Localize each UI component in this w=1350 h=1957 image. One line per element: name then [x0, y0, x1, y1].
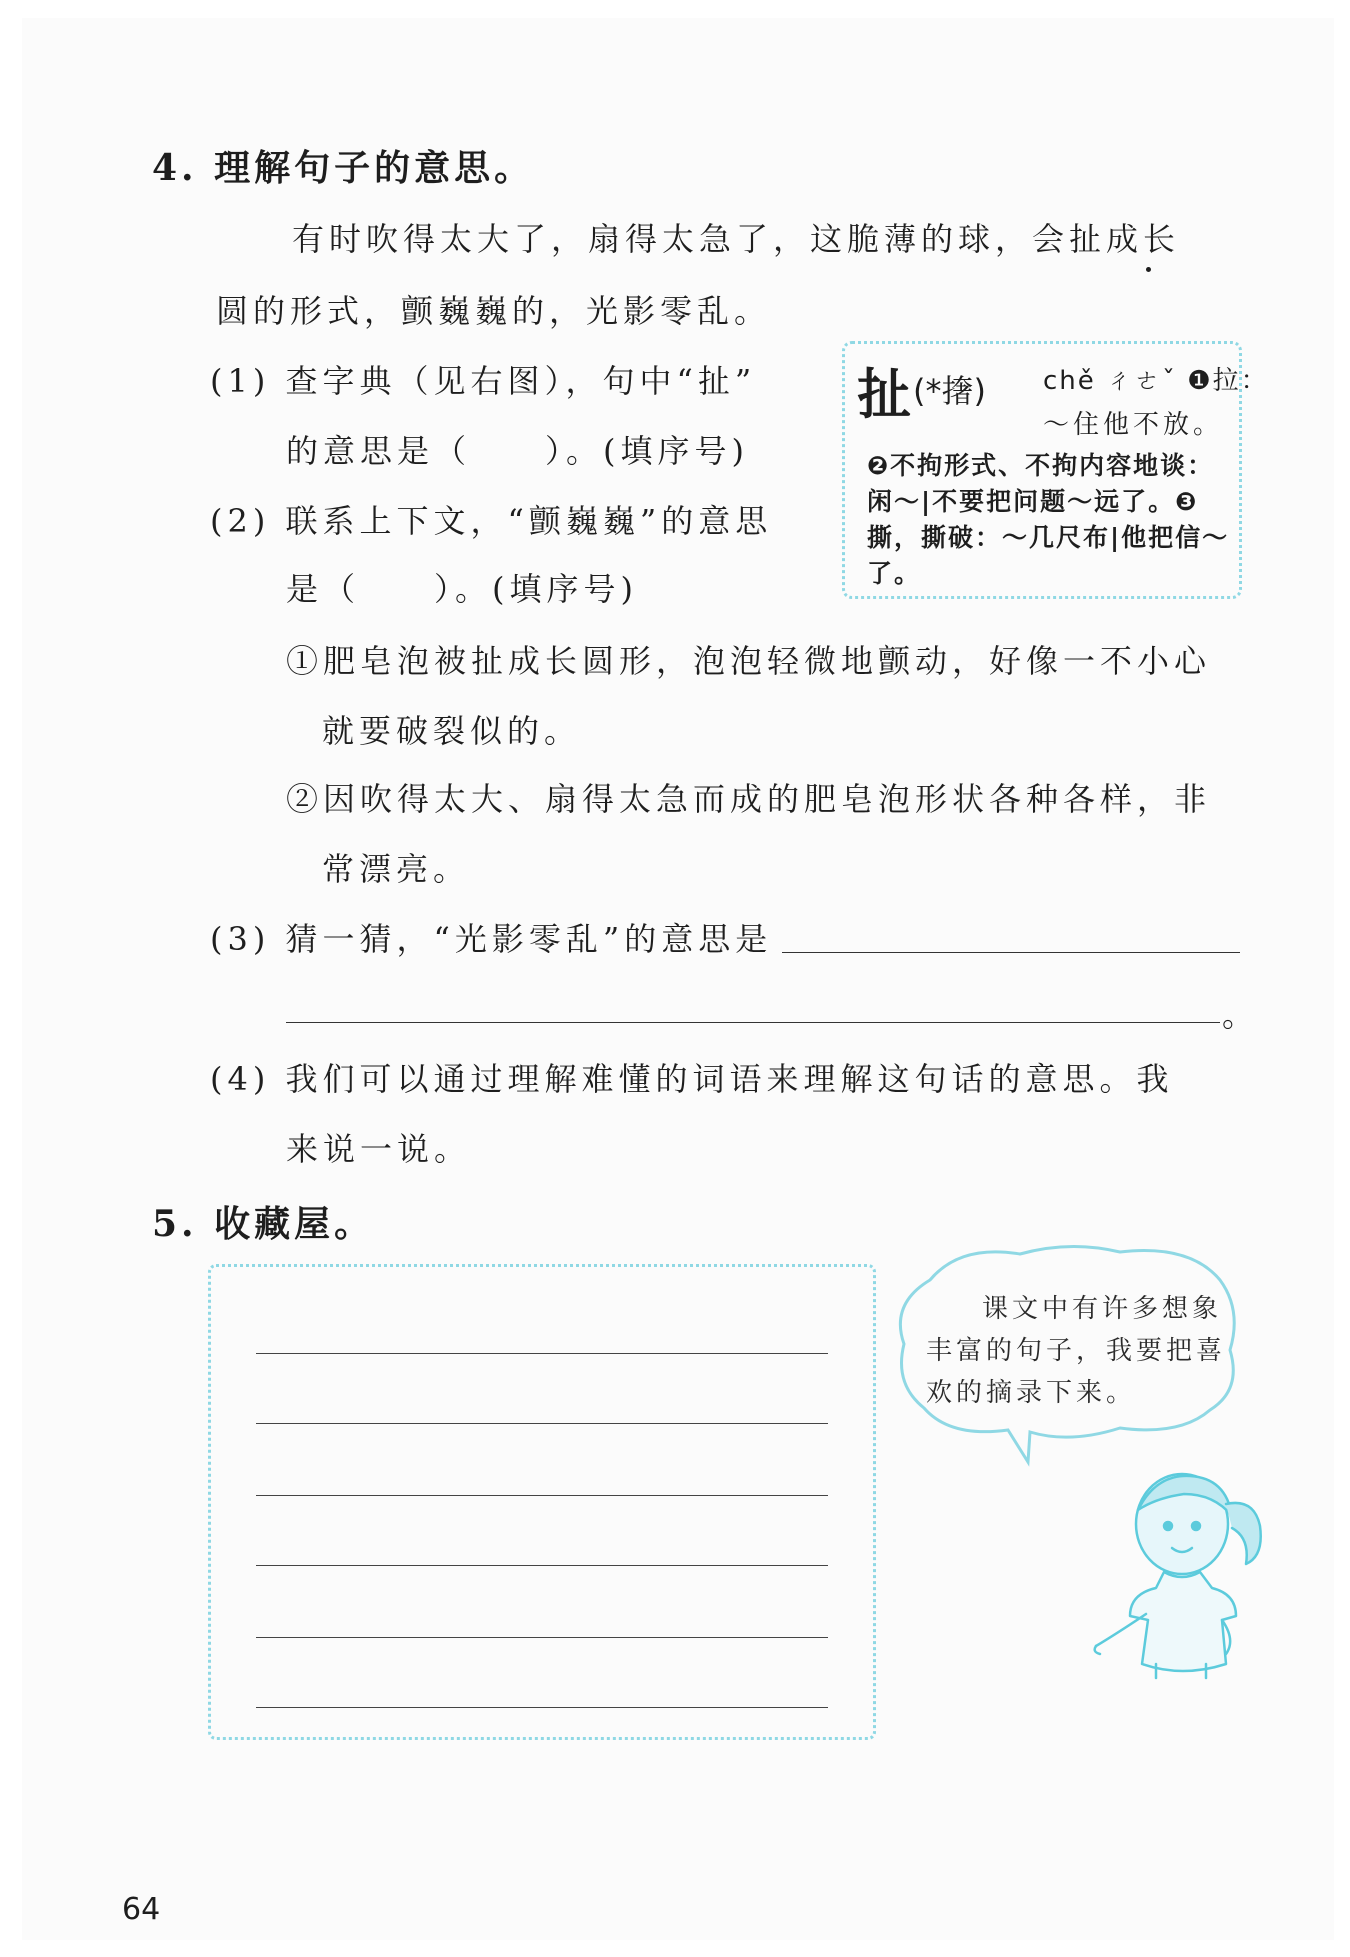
dictionary-headword: 扯 [857, 363, 911, 426]
option-2-line-1: ②因吹得太大、扇得太急而成的肥皂泡形状各种各样，非 [286, 780, 1212, 818]
emphasis-dot [1146, 267, 1151, 272]
sub-question-4-line-1: (4) 我们可以通过理解难懂的词语来理解这句话的意思。我 [210, 1060, 1174, 1098]
question-4-heading: 4. 理解句子的意思。 [152, 147, 535, 189]
writing-line[interactable] [256, 1637, 828, 1638]
writing-line[interactable] [256, 1495, 828, 1496]
speech-line-1: 课文中有许多想象 [982, 1294, 1223, 1324]
passage-line-2: 圆的形式，颤巍巍的，光影零乱。 [216, 292, 772, 330]
sub-question-4-line-2: 来说一说。 [286, 1130, 472, 1168]
writing-line[interactable] [256, 1353, 828, 1354]
dictionary-line-5: 了。 [867, 559, 922, 588]
dictionary-line-2: ❷不拘形式、不拘内容地谈： [867, 451, 1215, 480]
collection-writing-box [208, 1264, 876, 1740]
sub-question-2-line-2: 是（ ）。(填序号) [286, 570, 638, 608]
passage-line-1: 有时吹得太大了，扇得太急了，这脆薄的球，会扯成长 [292, 220, 1181, 258]
dictionary-line-4: 撕，撕破：～几尺布|他把信～ [867, 523, 1230, 552]
sub-question-2-line-1: (2) 联系上下文，“颤巍巍”的意思 [210, 502, 773, 540]
speech-line-3: 欢的摘录下来。 [926, 1378, 1137, 1408]
option-1-line-1: ①肥皂泡被扯成长圆形，泡泡轻微地颤动，好像一不小心 [286, 642, 1212, 680]
dictionary-variant: (*撦) [913, 372, 986, 410]
sub-question-1-line-1: (1) 查字典（见右图），句中“扯” [210, 362, 757, 400]
writing-line[interactable] [256, 1423, 828, 1424]
question-5-heading: 5. 收藏屋。 [152, 1203, 375, 1245]
option-1-line-2: 就要破裂似的。 [322, 712, 582, 750]
sub-question-1-line-2: 的意思是（ ）。(填序号) [286, 432, 749, 470]
page-number: 64 [122, 1892, 161, 1927]
dictionary-pinyin: chě ㄔㄜˇ ❶拉： [1043, 366, 1269, 396]
sub-question-3-line-1: (3) 猜一猜，“光影零乱”的意思是 [210, 920, 773, 958]
answer-line-3a[interactable] [782, 952, 1240, 953]
writing-line[interactable] [256, 1707, 828, 1708]
answer-line-3b[interactable] [286, 1022, 1220, 1023]
writing-line[interactable] [256, 1565, 828, 1566]
sub-question-3-end: 。 [1222, 996, 1260, 1034]
dictionary-line-3: 闲～|不要把问题～远了。❸ [867, 487, 1199, 516]
dictionary-entry-box [842, 341, 1269, 599]
speech-line-2: 丰富的句子，我要把喜 [926, 1336, 1227, 1366]
girl-illustration-icon [1086, 1464, 1276, 1684]
option-2-line-2: 常漂亮。 [322, 850, 471, 888]
dictionary-line-1: ～住他不放。 [1043, 410, 1224, 440]
